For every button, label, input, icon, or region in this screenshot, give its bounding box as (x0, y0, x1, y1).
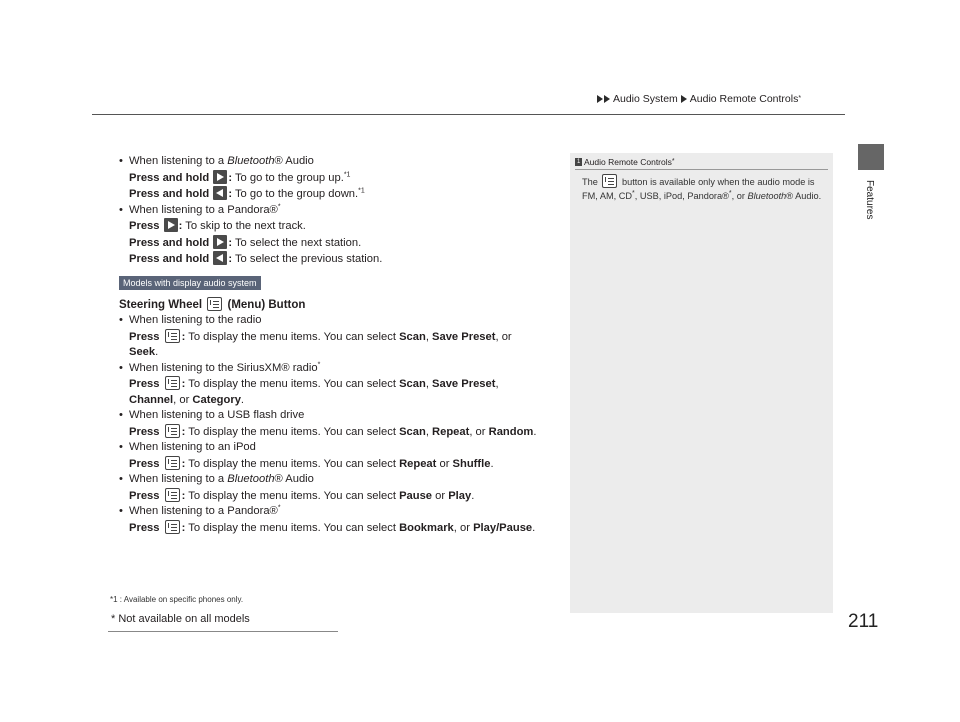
availability-note: * Not available on all models (111, 613, 250, 625)
instruction-line: Press : To display the menu items. You can select Scan, Repeat, or Random. (129, 425, 537, 438)
instruction-line: Press and hold : To go to the group down.$^{*1}$ (129, 187, 365, 200)
list-item: • When listening to the SiriusXM® radio* (119, 361, 569, 377)
list-item: • When listening to a Pandora®* (119, 504, 569, 520)
model-tag: Models with display audio system (119, 276, 261, 290)
breadcrumb-audio-remote-controls[interactable]: Audio Remote Controls (689, 93, 799, 105)
list-item: • When listening to a USB flash drive (119, 408, 569, 424)
menu-icon (165, 456, 180, 470)
skip-right-icon (213, 235, 227, 249)
section-tab (858, 144, 884, 170)
list-item: • When listening to the radio (119, 313, 569, 329)
side-note-panel (570, 153, 833, 613)
skip-right-icon (164, 218, 178, 232)
menu-icon (165, 424, 180, 438)
breadcrumb-audio-system[interactable]: Audio System (613, 93, 678, 105)
footnote: *1 : Available on specific phones only. (110, 595, 244, 604)
side-note-title: 1 Audio Remote Controls * (575, 157, 675, 167)
page-number: 211 (848, 611, 879, 632)
bottom-rule (108, 631, 338, 632)
instruction-line: Press : To display the menu items. You can select Pause or Play. (129, 489, 475, 502)
side-note-text: The button is available only when the audio mode is FM, AM, CD*, USB, iPod, Pandora®*, or Bluetooth® Audio. (582, 174, 822, 203)
instruction-line: Seek. (129, 346, 159, 358)
menu-icon (207, 297, 222, 311)
instruction-line: Press : To display the menu items. You can select Scan, Save Preset, or (129, 330, 512, 343)
main-content (119, 154, 569, 536)
instruction-line: Press and hold : To select the previous station. (129, 253, 383, 265)
list-item: • When listening to a Bluetooth® Audio (119, 154, 569, 170)
list-item: • When listening to an iPod (119, 440, 569, 456)
instruction-line: Press : To skip to the next track. (129, 220, 306, 232)
menu-icon (602, 174, 617, 188)
note-number-icon (575, 158, 582, 166)
section-label: Features (864, 180, 875, 220)
breadcrumb: Audio System Audio Remote Controls * (597, 93, 801, 105)
skip-left-icon (213, 186, 227, 200)
list-item: • When listening to a Bluetooth® Audio (119, 472, 569, 488)
menu-icon (165, 376, 180, 390)
instruction-line: Press : To display the menu items. You can select Bookmark, or Play/Pause. (129, 521, 536, 534)
menu-icon (165, 488, 180, 502)
skip-left-icon (213, 251, 227, 265)
instruction-line: Press : To display the menu items. You can select Repeat or Shuffle. (129, 457, 494, 470)
panel-rule (575, 169, 828, 170)
section-heading: Steering Wheel (Menu) Button (119, 298, 306, 311)
header-rule (92, 114, 845, 115)
list-item: • When listening to a Pandora®* (119, 203, 569, 219)
instruction-line: Press and hold : To select the next station. (129, 236, 362, 249)
triangle-icon (604, 95, 610, 103)
triangle-icon (681, 95, 687, 103)
instruction-line: Press and hold : To go to the group up.$^{*1}$ (129, 170, 351, 184)
menu-icon (165, 329, 180, 343)
instruction-line: Press : To display the menu items. You can select Scan, Save Preset, (129, 378, 499, 390)
skip-right-icon (213, 170, 227, 184)
instruction-line: Channel, or Category. (129, 393, 245, 406)
menu-icon (165, 520, 180, 534)
triangle-icon (597, 95, 603, 103)
